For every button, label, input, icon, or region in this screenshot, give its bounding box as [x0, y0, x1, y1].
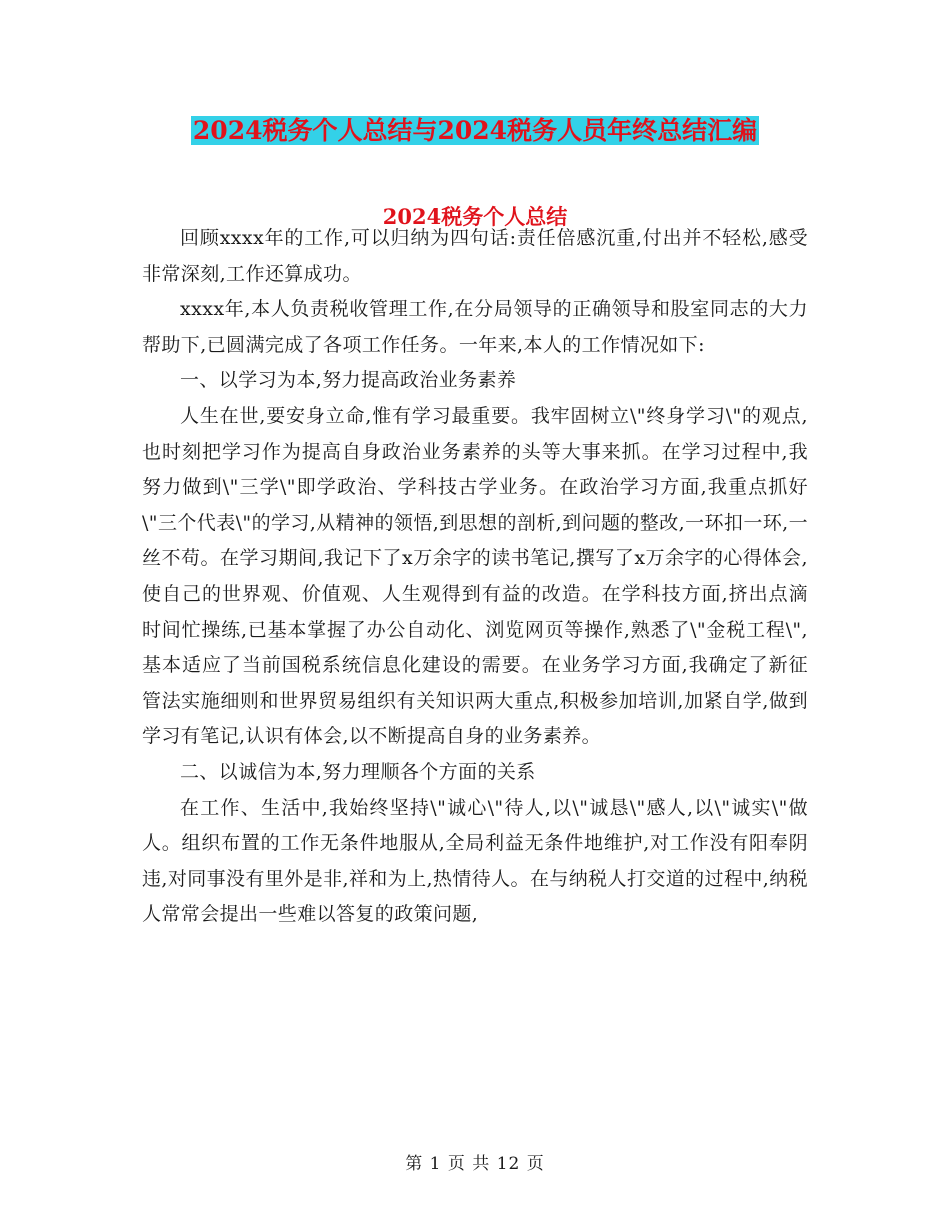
page-number: 第 1 页 共 12 页	[405, 1154, 545, 1174]
paragraph: xxxx年,本人负责税收管理工作,在分局领导的正确领导和股室同志的大力帮助下,已圆满完成了各项工作任务。一年来,本人的工作情况如下:	[142, 298, 808, 356]
paragraph: 二、以诚信为本,努力理顺各个方面的关系	[180, 760, 536, 783]
paragraph: 人生在世,要安身立命,惟有学习最重要。我牢固树立\"终身学习\"的观点,也时刻把学习作为提高自身政治业务素养的头等大事来抓。在学习过程中,我努力做到\"三学\"即学政治、学科技古学业务。在政治学习方面,我重点抓好\"三个代表\"的学习,从精神的领悟,到思想的剖析,到问题的整改,一环扣一环,一丝不苟。在学习期间,我记下了x万余字的读书笔记,撰写了x万余字的心得体会,使自己的世界观、价值观、人生观得到有益的改造。在学科技方面,挤出点滴时间忙操练,已基本掌握了办公自动化、浏览网页等操作,熟悉了\"金税工程\",基本适应了当前国税系统信息化建设的需要。在业务学习方面,我确定了新征管法实施细则和世界贸易组织有关知识两大重点,积极参加培训,加紧自学,做到学习有笔记,认识有体会,以不断提高自身的业务素养。	[142, 404, 808, 748]
document-title-text: 2024税务个人总结与2024税务人员年终总结汇编	[192, 116, 758, 145]
paragraph: 一、以学习为本,努力提高政治业务素养	[180, 369, 517, 392]
document-body-paragraphs	[142, 221, 808, 933]
paragraph: 回顾xxxx年的工作,可以归纳为四句话:责任倍感沉重,付出并不轻松,感受非常深刻,工作还算成功。	[142, 227, 808, 285]
section-title: 2024税务个人总结	[382, 204, 568, 229]
paragraph: 在工作、生活中,我始终坚持\"诚心\"待人,以\"诚恳\"感人,以\"诚实\"做人。组织布置的工作无条件地服从,全局利益无条件地维护,对工作没有阳奉阴违,对同事没有里外是非,祥和为上,热情待人。在与纳税人打交道的过程中,纳税人常常会提出一些难以答复的政策问题,	[142, 796, 808, 926]
document-title	[0, 113, 950, 149]
